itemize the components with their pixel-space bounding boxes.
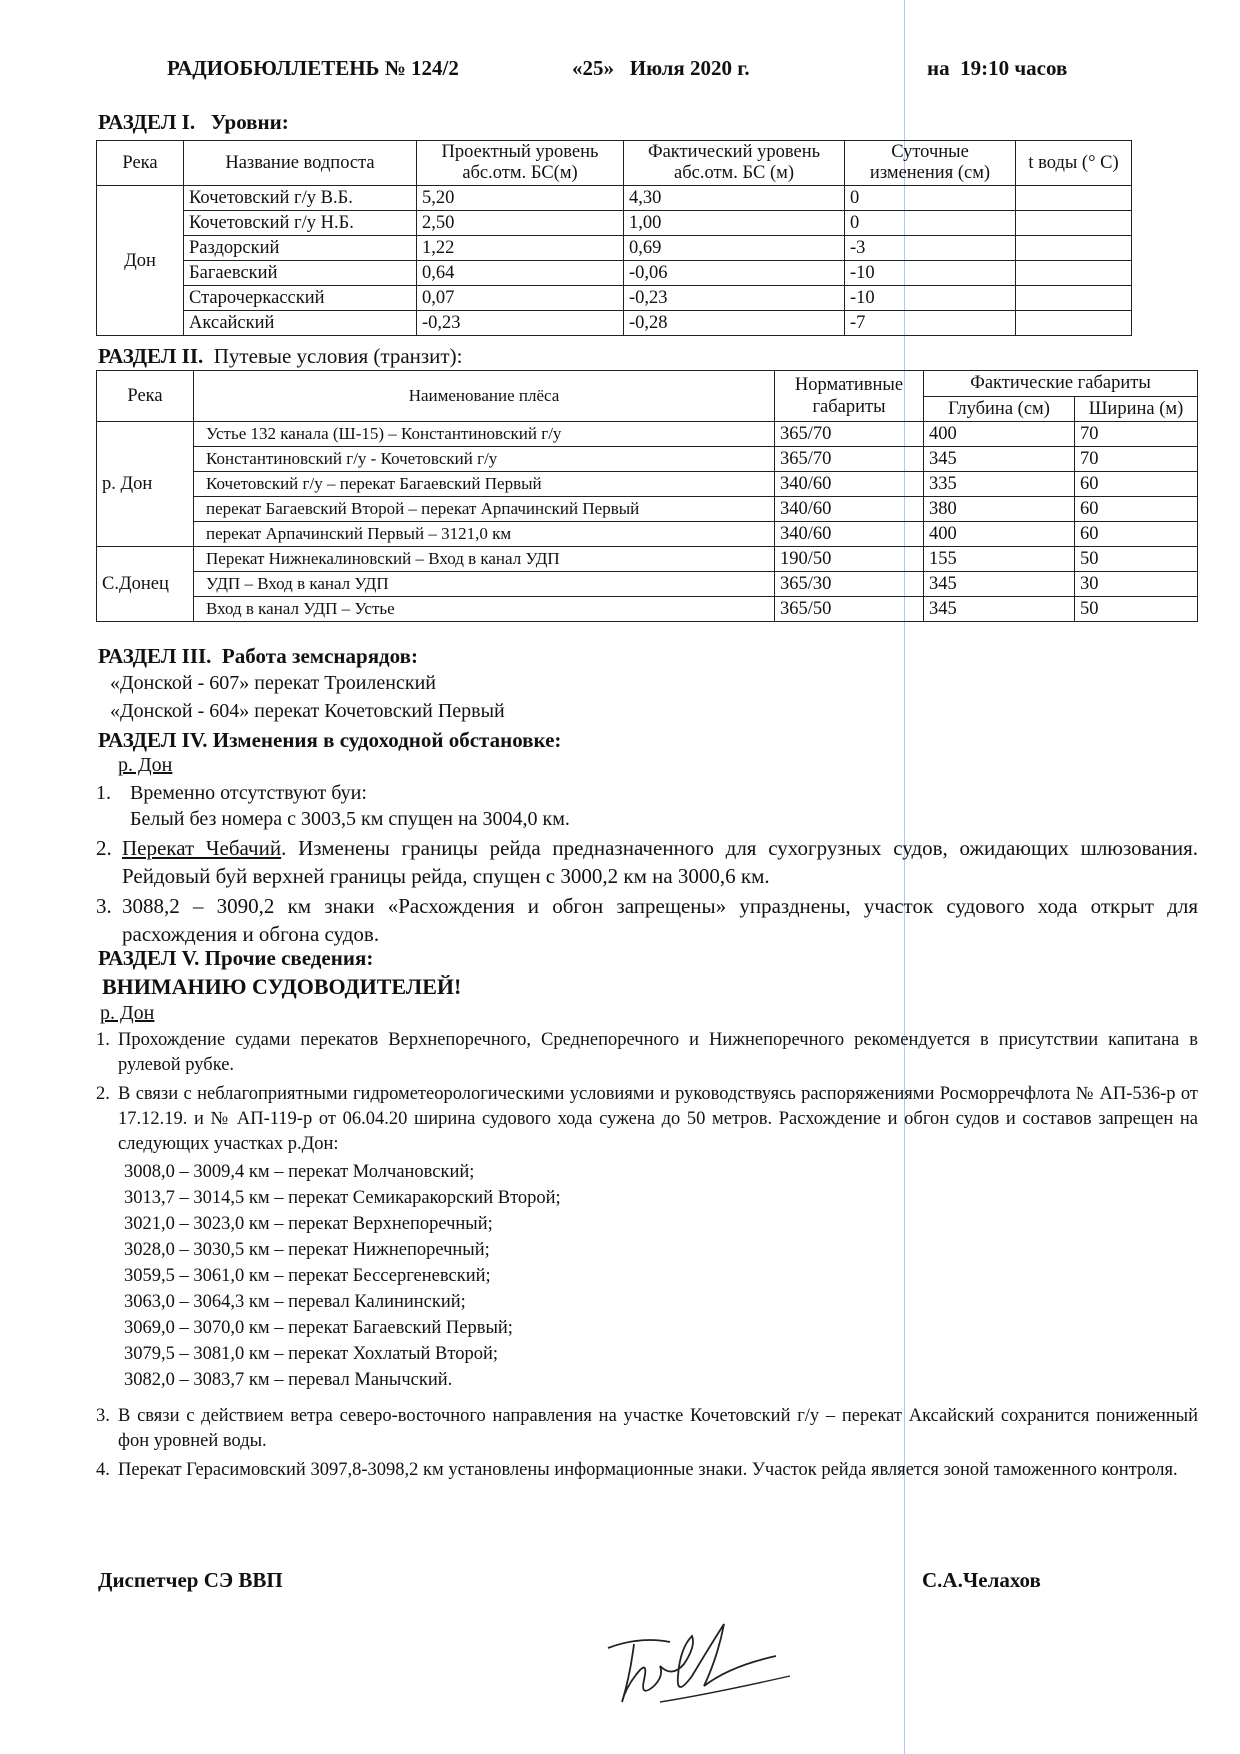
table-row <box>97 236 1132 261</box>
width-cell: 70 <box>1075 422 1198 447</box>
post-cell: Кочетовский г/у В.Б. <box>184 186 417 211</box>
col-actual-level: Фактический уровень абс.отм. БС (м) <box>624 141 845 186</box>
stretch-cell: Кочетовский г/у – перекат Багаевский Первый <box>194 472 775 497</box>
stretch-cell: Константиновский г/у - Кочетовский г/у <box>194 447 775 472</box>
actual-cell: 1,00 <box>624 211 845 236</box>
bulletin-time: на 19:10 часов <box>927 56 1068 80</box>
dredger-item: «Донской - 604» перекат Кочетовский Первый <box>110 700 505 722</box>
col-water-temp: t воды (° С) <box>1016 141 1132 186</box>
col-river: Река <box>97 371 194 422</box>
change-cell: -10 <box>845 286 1016 311</box>
design-cell: 2,50 <box>417 211 624 236</box>
item1-line2: Белый без номера с 3003,5 км спущен на 3004,0 км. <box>130 808 570 830</box>
item-number: 2. <box>96 836 112 860</box>
river-cell: Дон <box>97 186 184 336</box>
depth-cell: 400 <box>924 522 1075 547</box>
section4-item1 <box>96 780 1198 832</box>
post-cell: Раздорский <box>184 236 417 261</box>
list-item: 3079,5 – 3081,0 км – перекат Хохлатый Второй; <box>124 1344 499 1364</box>
depth-cell: 345 <box>924 447 1075 472</box>
section4-title: РАЗДЕЛ IV. Изменения в судоходной обстановке: <box>98 728 562 752</box>
col-depth: Глубина (см) <box>924 396 1075 422</box>
item-number: 2. <box>96 1084 110 1104</box>
post-cell: Аксайский <box>184 311 417 336</box>
item1-line1: Временно отсутствуют буи: <box>130 782 367 804</box>
col-post: Название водпоста <box>184 141 417 186</box>
change-cell: -10 <box>845 261 1016 286</box>
bulletin-title: РАДИОБЮЛЛЕТЕНЬ № 124/2 <box>167 56 459 80</box>
item-number: 1. <box>96 782 111 804</box>
list-item: 3069,0 – 3070,0 км – перекат Багаевский Первый; <box>124 1318 513 1338</box>
dispatcher-name: С.А.Челахов <box>922 1568 1041 1592</box>
post-cell: Кочетовский г/у Н.Б. <box>184 211 417 236</box>
change-cell: -7 <box>845 311 1016 336</box>
design-cell: 1,22 <box>417 236 624 261</box>
section5-item1 <box>96 1028 1198 1078</box>
levels-header-row <box>97 141 1132 186</box>
col-river: Река <box>97 141 184 186</box>
stretch-cell: УДП – Вход в канал УДП <box>194 572 775 597</box>
section2-label: РАЗДЕЛ II. <box>98 344 204 368</box>
signature-image <box>600 1606 800 1716</box>
width-cell: 60 <box>1075 522 1198 547</box>
design-cell: 0,64 <box>417 261 624 286</box>
table-row <box>97 261 1132 286</box>
table-row <box>97 211 1132 236</box>
temp-cell <box>1016 186 1132 211</box>
river-cell: С.Донец <box>97 547 194 622</box>
temp-cell <box>1016 311 1132 336</box>
bulletin-date: «25» Июля 2020 г. <box>572 56 750 80</box>
stretch-cell: перекат Багаевский Второй – перекат Арпачинский Первый <box>194 497 775 522</box>
width-cell: 60 <box>1075 497 1198 522</box>
depth-cell: 380 <box>924 497 1075 522</box>
width-cell: 60 <box>1075 472 1198 497</box>
col-daily-change: Суточные изменения (см) <box>845 141 1016 186</box>
width-cell: 30 <box>1075 572 1198 597</box>
actual-cell: -0,28 <box>624 311 845 336</box>
norm-cell: 365/30 <box>775 572 924 597</box>
temp-cell <box>1016 261 1132 286</box>
actual-cell: -0,06 <box>624 261 845 286</box>
table-row <box>97 447 1198 472</box>
transit-header-row <box>97 371 1198 397</box>
table-row <box>97 572 1198 597</box>
change-cell: -3 <box>845 236 1016 261</box>
list-item: 3008,0 – 3009,4 км – перекат Молчановский; <box>124 1162 475 1182</box>
table-row <box>97 186 1132 211</box>
norm-cell: 340/60 <box>775 522 924 547</box>
norm-cell: 365/70 <box>775 422 924 447</box>
item2-text: В связи с неблагоприятными гидрометеорологическими условиями и руководствуясь распоряжениями Росморречфлота № АП-536-р от 17.12.19. и № АП-119-р от 06.04.20 ширина судового хода сужена до 50 метров. Расхождение и обгон судов и составов запрещен на следующих участках р.Дон: <box>118 1084 1198 1154</box>
section5-item4 <box>96 1458 1198 1483</box>
depth-cell: 155 <box>924 547 1075 572</box>
item2-text: . Изменены границы рейда предназначенного для сухогрузных судов, ожидающих шлюзования. Рейдовый буй верхней границы рейда, спущен с 3000,2 км на 3000,6 км. <box>122 836 1198 888</box>
depth-cell: 400 <box>924 422 1075 447</box>
change-cell: 0 <box>845 186 1016 211</box>
list-item: 3021,0 – 3023,0 км – перекат Верхнепоречный; <box>124 1214 493 1234</box>
table-row <box>97 422 1198 447</box>
post-cell: Старочеркасский <box>184 286 417 311</box>
item3-text: В связи с действием ветра северо-восточного направления на участке Кочетовский г/у – перекат Аксайский сохранится пониженный фон уровней воды. <box>118 1406 1198 1451</box>
col-design-level: Проектный уровень абс.отм. БС(м) <box>417 141 624 186</box>
table-row <box>97 286 1132 311</box>
stretch-cell: Перекат Нижнекалиновский – Вход в канал УДП <box>194 547 775 572</box>
stretch-cell: Устье 132 канала (Ш-15) – Константиновский г/у <box>194 422 775 447</box>
river-cell: р. Дон <box>97 422 194 547</box>
item-number: 3. <box>96 894 112 918</box>
actual-cell: 0,69 <box>624 236 845 261</box>
stretch-cell: перекат Арпачинский Первый – 3121,0 км <box>194 522 775 547</box>
design-cell: 5,20 <box>417 186 624 211</box>
list-item: 3013,7 – 3014,5 км – перекат Семикаракорский Второй; <box>124 1188 561 1208</box>
levels-table <box>96 140 1132 336</box>
col-width: Ширина (м) <box>1075 396 1198 422</box>
section2-title <box>98 344 462 369</box>
norm-cell: 340/60 <box>775 497 924 522</box>
item-number: 3. <box>96 1406 110 1426</box>
item-number: 1. <box>96 1030 110 1050</box>
restricted-ranges <box>124 1159 1198 1393</box>
transit-table <box>96 370 1198 622</box>
change-cell: 0 <box>845 211 1016 236</box>
depth-cell: 345 <box>924 572 1075 597</box>
section3-title: РАЗДЕЛ III. Работа земснарядов: <box>98 644 418 668</box>
norm-cell: 365/50 <box>775 597 924 622</box>
list-item: 3059,5 – 3061,0 км – перекат Бессергеневский; <box>124 1266 491 1286</box>
design-cell: -0,23 <box>417 311 624 336</box>
temp-cell <box>1016 211 1132 236</box>
design-cell: 0,07 <box>417 286 624 311</box>
temp-cell <box>1016 286 1132 311</box>
dispatcher-position: Диспетчер СЭ ВВП <box>98 1568 283 1592</box>
item2-link: Перекат Чебачий <box>122 836 282 860</box>
attention-heading: ВНИМАНИЮ СУДОВОДИТЕЛЕЙ! <box>102 974 462 999</box>
width-cell: 70 <box>1075 447 1198 472</box>
width-cell: 50 <box>1075 547 1198 572</box>
section1-title: РАЗДЕЛ I. Уровни: <box>98 110 289 134</box>
table-row <box>97 522 1198 547</box>
col-actual: Фактические габариты <box>924 371 1198 397</box>
section4-item3 <box>96 892 1198 948</box>
temp-cell <box>1016 236 1132 261</box>
section5-title: РАЗДЕЛ V. Прочие сведения: <box>98 946 374 970</box>
table-row <box>97 497 1198 522</box>
dredger-item: «Донской - 607» перекат Троиленский <box>110 672 436 694</box>
section5-river: р. Дон <box>100 1002 155 1024</box>
list-item: 3028,0 – 3030,5 км – перекат Нижнепоречный; <box>124 1240 490 1260</box>
item-number: 4. <box>96 1460 110 1480</box>
table-row <box>97 597 1198 622</box>
width-cell: 50 <box>1075 597 1198 622</box>
stretch-cell: Вход в канал УДП – Устье <box>194 597 775 622</box>
section2-subtitle: Путевые условия (транзит): <box>213 344 463 368</box>
table-row <box>97 472 1198 497</box>
list-item: 3063,0 – 3064,3 км – перевал Калининский; <box>124 1292 466 1312</box>
table-row <box>97 547 1198 572</box>
norm-cell: 340/60 <box>775 472 924 497</box>
item4-text: Перекат Герасимовский 3097,8-3098,2 км установлены информационные знаки. Участок рейда является зоной таможенного контроля. <box>118 1460 1178 1480</box>
section5-item2 <box>96 1082 1198 1393</box>
depth-cell: 335 <box>924 472 1075 497</box>
item3-text: 3088,2 – 3090,2 км знаки «Расхождения и обгон запрещены» упразднены, участок судового хода открыт для расхождения и обгона судов. <box>122 894 1198 946</box>
item1-text: Прохождение судами перекатов Верхнепоречного, Среднепоречного и Нижнепоречного рекомендуется в присутствии капитана в рулевой рубке. <box>118 1030 1198 1075</box>
section4-item2 <box>96 834 1198 890</box>
norm-cell: 365/70 <box>775 447 924 472</box>
depth-cell: 345 <box>924 597 1075 622</box>
col-normative: Нормативные габариты <box>775 371 924 422</box>
table-row <box>97 311 1132 336</box>
actual-cell: -0,23 <box>624 286 845 311</box>
post-cell: Багаевский <box>184 261 417 286</box>
list-item: 3082,0 – 3083,7 км – перевал Манычский. <box>124 1370 453 1390</box>
col-stretch: Наименование плёса <box>194 371 775 422</box>
norm-cell: 190/50 <box>775 547 924 572</box>
section5-item3 <box>96 1404 1198 1454</box>
actual-cell: 4,30 <box>624 186 845 211</box>
section4-river: р. Дон <box>118 754 173 776</box>
